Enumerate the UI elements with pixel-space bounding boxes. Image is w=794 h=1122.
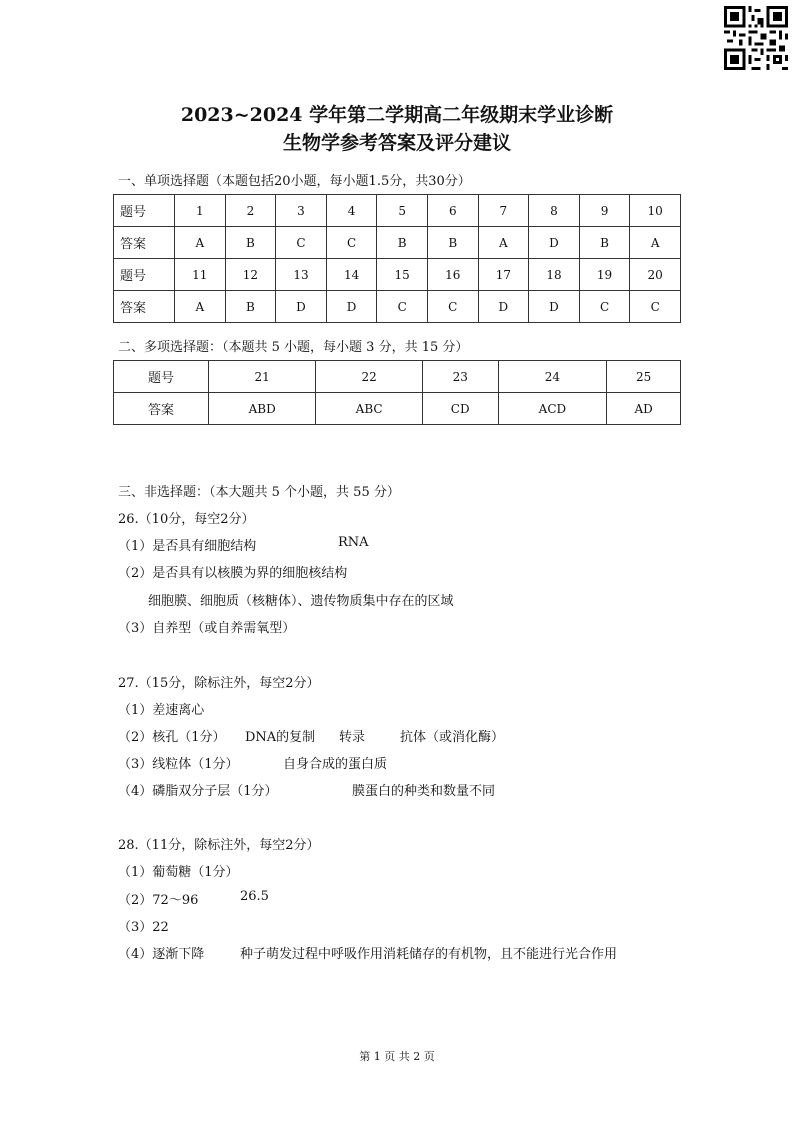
- q27-answer-2b: DNA的复制: [245, 730, 316, 745]
- q27-answer-1: （1）差速离心: [118, 703, 205, 718]
- q27-answer-4a: （4）磷脂双分子层（1分）: [118, 784, 278, 799]
- table-cell: 23: [422, 361, 498, 393]
- table-cell: A: [478, 227, 529, 259]
- q26-answer-1b: RNA: [338, 535, 369, 550]
- qr-code-icon: [724, 6, 788, 70]
- table-cell: 10: [630, 195, 681, 227]
- multi-choice-answer-table: [113, 360, 681, 425]
- table-cell: B: [377, 227, 428, 259]
- table-cell: 18: [529, 259, 580, 291]
- table-cell: 2: [225, 195, 276, 227]
- table-cell: B: [225, 227, 276, 259]
- table-cell: B: [427, 227, 478, 259]
- q26-answer-1a: （1）是否具有细胞结构: [118, 539, 257, 554]
- table-cell: C: [630, 291, 681, 323]
- table-cell: 7: [478, 195, 529, 227]
- q28-answer-3: （3）22: [118, 920, 169, 935]
- table-cell: 17: [478, 259, 529, 291]
- q26-header: 26.（10分，每空2分）: [118, 512, 255, 527]
- row-label: 答案: [114, 291, 175, 323]
- table-cell: C: [427, 291, 478, 323]
- table-cell: A: [175, 291, 226, 323]
- q27-answer-3a: （3）线粒体（1分）: [118, 757, 239, 772]
- q26-answer-3: （3）自养型（或自养需氧型）: [118, 621, 296, 636]
- table-cell: CD: [422, 393, 498, 425]
- table-cell: AD: [607, 393, 681, 425]
- row-label: 题号: [114, 195, 175, 227]
- q28-answer-4a: （4）逐渐下降: [118, 947, 205, 962]
- table-cell: ABD: [209, 393, 316, 425]
- table-cell: ACD: [498, 393, 607, 425]
- table-cell: 21: [209, 361, 316, 393]
- q27-answer-4b: 膜蛋白的种类和数量不同: [352, 784, 496, 799]
- table-cell: 1: [175, 195, 226, 227]
- q28-header: 28.（11分，除标注外，每空2分）: [118, 838, 320, 853]
- page-number: 第 1 页 共 2 页: [359, 1050, 435, 1063]
- table-cell: A: [630, 227, 681, 259]
- table-row: [114, 393, 681, 425]
- q28-answer-2b: 26.5: [240, 889, 269, 904]
- table-cell: 14: [326, 259, 377, 291]
- table-row: [114, 227, 681, 259]
- table-cell: C: [326, 227, 377, 259]
- document-subtitle: 生物学参考答案及评分建议: [282, 132, 511, 154]
- q28-answer-2a: （2）72～96: [118, 893, 199, 908]
- table-row: [114, 259, 681, 291]
- table-cell: A: [175, 227, 226, 259]
- table-cell: 19: [579, 259, 630, 291]
- q27-header: 27.（15分，除标注外，每空2分）: [118, 676, 320, 691]
- table-cell: ABC: [316, 393, 423, 425]
- table-row: [114, 195, 681, 227]
- section1-heading: 一、单项选择题（本题包括20小题，每小题1.5分，共30分）: [118, 174, 471, 189]
- table-cell: 9: [579, 195, 630, 227]
- table-cell: B: [579, 227, 630, 259]
- table-cell: 5: [377, 195, 428, 227]
- table-cell: 15: [377, 259, 428, 291]
- table-cell: 25: [607, 361, 681, 393]
- table-cell: 13: [276, 259, 327, 291]
- table-cell: 3: [276, 195, 327, 227]
- q28-answer-1: （1）葡萄糖（1分）: [118, 865, 239, 880]
- table-cell: 4: [326, 195, 377, 227]
- q27-answer-3b: 自身合成的蛋白质: [283, 757, 388, 772]
- table-cell: 6: [427, 195, 478, 227]
- q26-answer-2: （2）是否具有以核膜为界的细胞核结构: [118, 566, 348, 581]
- table-cell: 12: [225, 259, 276, 291]
- table-cell: 11: [175, 259, 226, 291]
- table-cell: C: [377, 291, 428, 323]
- table-cell: 16: [427, 259, 478, 291]
- table-cell: D: [529, 291, 580, 323]
- row-label: 答案: [114, 227, 175, 259]
- row-label: 题号: [114, 259, 175, 291]
- table-cell: D: [326, 291, 377, 323]
- table-cell: D: [529, 227, 580, 259]
- table-cell: 20: [630, 259, 681, 291]
- q26-answer-2b: 细胞膜、细胞质（核糖体）、遗传物质集中存在的区域: [148, 594, 454, 609]
- table-cell: C: [276, 227, 327, 259]
- table-cell: D: [276, 291, 327, 323]
- table-cell: B: [225, 291, 276, 323]
- q28-answer-4b: 种子萌发过程中呼吸作用消耗储存的有机物，且不能进行光合作用: [240, 947, 618, 962]
- document-title: 2023~2024 学年第二学期高二年级期末学业诊断: [180, 104, 614, 126]
- q27-answer-2d: 抗体（或消化酶）: [400, 730, 505, 745]
- table-cell: D: [478, 291, 529, 323]
- row-label: 题号: [114, 361, 209, 393]
- q27-answer-2a: （2）核孔（1分）: [118, 730, 226, 745]
- section2-heading: 二、多项选择题：（本题共 5 小题，每小题 3 分，共 15 分）: [118, 340, 469, 355]
- q27-answer-2c: 转录: [339, 730, 366, 745]
- section3-heading: 三、非选择题：（本大题共 5 个小题，共 55 分）: [118, 485, 400, 500]
- table-row: [114, 291, 681, 323]
- single-choice-answer-table: [113, 194, 681, 323]
- table-row: [114, 361, 681, 393]
- row-label: 答案: [114, 393, 209, 425]
- table-cell: C: [579, 291, 630, 323]
- table-cell: 22: [316, 361, 423, 393]
- table-cell: 8: [529, 195, 580, 227]
- table-cell: 24: [498, 361, 607, 393]
